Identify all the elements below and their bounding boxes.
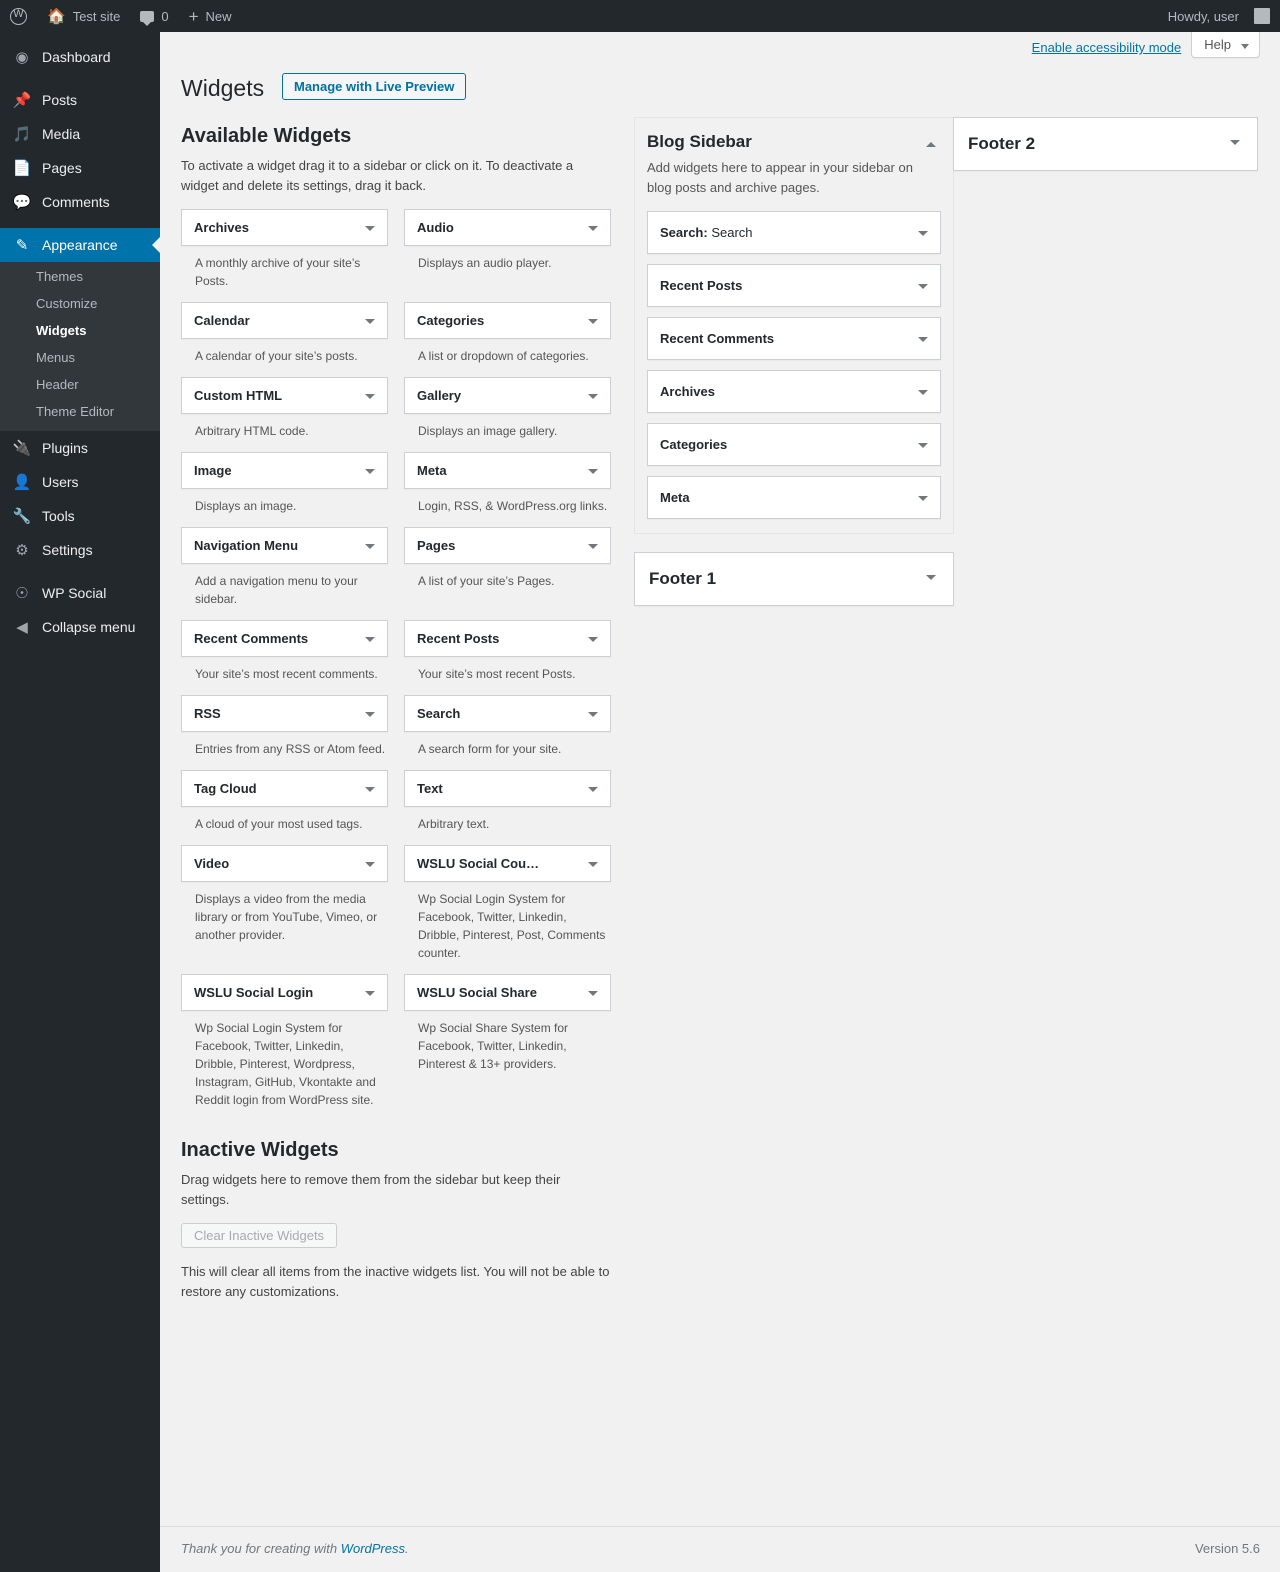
sidebar-widget-recent-posts[interactable] [647,264,941,307]
sidebar-title: Blog Sidebar [647,132,752,151]
available-widgets-grid [181,209,611,1121]
widget-title: Calendar [194,313,250,328]
tools-icon: 🔧 [12,508,32,525]
widget-text[interactable] [404,770,611,807]
widget-title: Text [417,781,443,796]
sidebar-item-label: Plugins [42,440,88,456]
widget-title: Gallery [417,388,462,403]
available-widgets-title: Available Widgets [181,125,352,147]
footer-thanks-prefix: Thank you for creating with [181,1541,341,1556]
widget-title: Tag Cloud [194,781,257,796]
sidebar-item-label: Users [42,474,79,490]
clear-inactive-widgets-button[interactable]: Clear Inactive Widgets [181,1223,337,1248]
chevron-down-icon[interactable] [361,312,379,330]
my-account-menu[interactable] [1158,0,1280,32]
chevron-down-icon[interactable] [584,387,602,405]
sidebars-column-1 [634,117,954,606]
widget-title: Pages [417,538,456,553]
comments-count: 0 [161,8,169,24]
sidebar-item-label: Collapse menu [42,619,136,635]
plus-icon: + [188,6,199,26]
widget-title: Recent Comments [194,631,309,646]
footer-thanks-suffix: . [405,1541,409,1556]
sidebar-item-settings[interactable] [0,533,160,567]
chevron-down-icon[interactable] [921,567,941,587]
sidebar-blog-sidebar [634,117,954,534]
page-icon: 📄 [12,160,32,177]
new-label: New [205,8,232,24]
home-icon: 🏠 [47,7,66,25]
widget-title: WSLU Social Share [417,985,537,1000]
avatar [1254,8,1270,24]
sidebar-item-label: WP Social [42,585,107,601]
sidebar-widget-search[interactable] [647,211,941,254]
manage-with-live-preview-button[interactable]: Manage with Live Preview [282,73,466,100]
widget-title: Archives [194,220,249,235]
sidebar-item-comments[interactable] [0,185,160,219]
chevron-down-icon[interactable] [361,537,379,555]
wp-logo-menu[interactable] [0,0,37,32]
widget-title: Image [194,463,232,478]
chevron-down-icon[interactable] [584,630,602,648]
widget-description: A monthly archive of your site’s Posts. [195,256,361,288]
chevron-down-icon[interactable] [914,436,932,454]
dashboard-icon: ◉ [15,49,29,66]
inactive-widgets-description: Drag widgets here to remove them from the sidebar but keep their settings. [181,1172,561,1207]
sidebar-widget-archives[interactable] [647,370,941,413]
sidebar-widget-categories[interactable] [647,423,941,466]
sidebar-widget-label: Recent Comments [660,331,775,346]
sidebar-item-plugins[interactable] [0,431,160,465]
sidebar-footer-2[interactable] [953,117,1258,171]
sidebar-item-label: Dashboard [42,49,111,65]
collapse-menu-button[interactable] [0,610,160,644]
widget-description: Login, RSS, & WordPress.org links. [418,499,608,513]
widget-title: Custom HTML [194,388,283,403]
sidebar-item-label: Posts [42,92,78,108]
admin-bar [0,0,1280,32]
widget-image[interactable] [181,452,388,489]
sidebars-column-2 [953,117,1258,171]
widget-title: WSLU Social Cou… [417,856,540,871]
chevron-down-icon[interactable] [584,219,602,237]
sidebar-widget-meta[interactable] [647,476,941,519]
main-content [160,32,1280,1572]
widget-rss[interactable] [181,695,388,732]
widget-title: Search [417,706,461,721]
footer-thanks [181,1541,409,1556]
submenu-item-menus[interactable]: Menus [36,350,76,365]
chevron-down-icon[interactable] [361,387,379,405]
sidebar-item-label: Appearance [42,237,118,253]
widget-wslu-social-share[interactable] [404,974,611,1011]
widget-title: Categories [417,313,485,328]
chevron-down-icon[interactable] [914,330,932,348]
howdy-label: Howdy, user [1167,8,1239,24]
sidebar-item-media[interactable] [0,117,160,151]
inactive-widgets-title: Inactive Widgets [181,1139,339,1161]
sidebar-item-label: Settings [42,542,93,558]
widget-description: Displays an audio player. [418,256,552,270]
widget-description: Arbitrary HTML code. [195,424,309,438]
settings-icon: ⚙ [15,542,29,559]
chevron-down-icon[interactable] [584,855,602,873]
chevron-down-icon[interactable] [584,705,602,723]
widget-description: Wp Social Share System for Facebook, Twitter, Linkedin, Pinterest & 13+ providers. [418,1021,569,1071]
site-name-label: Test site [72,8,121,24]
widget-description: Add a navigation menu to your sidebar. [195,574,358,606]
widget-description: Displays an image. [195,499,297,513]
widget-description: A cloud of your most used tags. [195,817,363,831]
appearance-submenu [0,262,160,431]
inactive-widgets-note: This will clear all items from the inactive widgets list. You will not be able to restore any customizations. [181,1264,610,1299]
widget-description: A list or dropdown of categories. [418,349,589,363]
chevron-down-icon[interactable] [584,312,602,330]
wordpress-link[interactable]: WordPress [340,1541,405,1556]
user-icon: 👤 [12,474,32,491]
comment-bubble-icon [140,11,154,22]
sidebar-footer-1[interactable] [634,552,954,606]
sidebar-widget-label: Meta [660,490,690,505]
sidebar-widget-label: Search: [660,225,708,240]
footer-version: Version 5.6 [1194,1541,1260,1556]
chevron-down-icon[interactable] [914,277,932,295]
widget-title: Navigation Menu [194,538,299,553]
sidebar-widget-value: Search [711,225,753,240]
chevron-down-icon[interactable] [361,219,379,237]
wordpress-logo-icon [10,8,27,25]
sidebar-item-label: Tools [42,508,75,524]
widget-title: Video [194,856,230,871]
widget-custom-html[interactable] [181,377,388,414]
widget-navigation-menu[interactable] [181,527,388,564]
sidebar-item-appearance[interactable] [0,228,160,262]
widget-description: A search form for your site. [418,742,562,756]
admin-footer [160,1526,1280,1572]
social-icon: ☉ [15,585,29,602]
widget-description: Arbitrary text. [418,817,490,831]
chevron-down-icon[interactable] [361,630,379,648]
plug-icon: 🔌 [12,440,32,457]
sidebar-widget-label: Recent Posts [660,278,743,293]
widget-wslu-social-login[interactable] [181,974,388,1011]
sidebar-item-posts[interactable] [0,83,160,117]
widget-title: Recent Posts [417,631,500,646]
available-widgets-description: To activate a widget drag it to a sidebar or click on it. To deactivate a widget and delete its settings, drag it back. [181,158,574,193]
widget-description: Displays an image gallery. [418,424,558,438]
sidebar-item-label: Comments [42,194,110,210]
sidebar-description: Add widgets here to appear in your sidebar on blog posts and archive pages. [647,160,913,195]
widget-meta[interactable] [404,452,611,489]
widget-description: Your site’s most recent comments. [195,667,378,681]
widget-tag-cloud[interactable] [181,770,388,807]
chevron-down-icon[interactable] [914,383,932,401]
sidebar-title: Footer 2 [968,134,1036,153]
widget-archives[interactable] [181,209,388,246]
page-title: Widgets [181,75,265,101]
widget-title: RSS [194,706,221,721]
screen-meta-links [1032,32,1260,58]
new-content-menu[interactable] [179,0,242,32]
chevron-down-icon[interactable] [584,780,602,798]
comment-icon: 💬 [12,194,32,211]
sidebar-item-dashboard[interactable] [0,40,160,74]
chevron-down-icon[interactable] [914,224,932,242]
chevron-down-icon[interactable] [584,537,602,555]
chevron-down-icon[interactable] [361,780,379,798]
pin-icon: 📌 [12,92,32,109]
sidebar-item-tools[interactable] [0,499,160,533]
widget-recent-posts[interactable] [404,620,611,657]
widget-title: WSLU Social Login [194,985,314,1000]
enable-accessibility-mode-link[interactable]: Enable accessibility mode [1031,40,1182,55]
help-tab-button[interactable]: Help [1191,32,1260,58]
widget-audio[interactable] [404,209,611,246]
available-widgets-panel [181,125,611,1315]
widget-description: Wp Social Login System for Facebook, Twitter, Linkedin, Dribble, Pinterest, Wordpress, Instagram, GitHub, Vkontakte and Reddit login from WordPress site. [195,1021,376,1107]
submenu-item-customize[interactable]: Customize [36,296,98,311]
sidebar-item-pages[interactable] [0,151,160,185]
widget-description: Wp Social Login System for Facebook, Twitter, Linkedin, Dribble, Pinterest, Post, Comments counter. [418,892,606,960]
submenu-item-themes[interactable]: Themes [36,269,83,284]
submenu-item-header[interactable]: Header [36,377,79,392]
sidebar-item-label: Media [42,126,81,142]
chevron-down-icon[interactable] [1225,132,1245,152]
widget-search[interactable] [404,695,611,732]
site-name-menu[interactable] [37,0,130,32]
widget-video[interactable] [181,845,388,882]
sidebar-item-users[interactable] [0,465,160,499]
chevron-down-icon[interactable] [584,462,602,480]
widget-title: Meta [417,463,447,478]
widget-gallery[interactable] [404,377,611,414]
widget-title: Audio [417,220,454,235]
chevron-down-icon[interactable] [584,984,602,1002]
sidebar-widget-label: Archives [660,384,715,399]
widget-description: Entries from any RSS or Atom feed. [195,742,386,756]
chevron-down-icon[interactable] [914,489,932,507]
admin-sidebar-menu [0,32,160,1572]
brush-icon: ✎ [15,237,29,254]
widget-calendar[interactable] [181,302,388,339]
media-icon: 🎵 [12,126,32,143]
submenu-item-theme-editor[interactable]: Theme Editor [36,404,115,419]
chevron-down-icon[interactable] [361,984,379,1002]
widget-description: A list of your site’s Pages. [418,574,555,588]
sidebar-title: Footer 1 [649,569,717,588]
submenu-item-widgets[interactable]: Widgets [36,323,87,338]
comments-menu[interactable] [130,0,178,32]
chevron-down-icon[interactable] [361,705,379,723]
sidebar-widget-label: Categories [660,437,728,452]
chevron-down-icon[interactable] [361,855,379,873]
widget-recent-comments[interactable] [181,620,388,657]
collapse-icon: ◀ [16,619,28,636]
chevron-down-icon[interactable] [361,462,379,480]
sidebar-item-label: Pages [42,160,82,176]
widget-pages[interactable] [404,527,611,564]
widget-description: A calendar of your site’s posts. [195,349,358,363]
widget-description: Displays a video from the media library or from YouTube, Vimeo, or another provider. [195,892,378,942]
chevron-up-icon[interactable] [921,134,941,154]
widget-categories[interactable] [404,302,611,339]
widget-description: Your site’s most recent Posts. [418,667,576,681]
widget-wslu-social-counter[interactable] [404,845,611,882]
sidebar-widget-recent-comments[interactable] [647,317,941,360]
sidebar-item-wp-social[interactable] [0,576,160,610]
